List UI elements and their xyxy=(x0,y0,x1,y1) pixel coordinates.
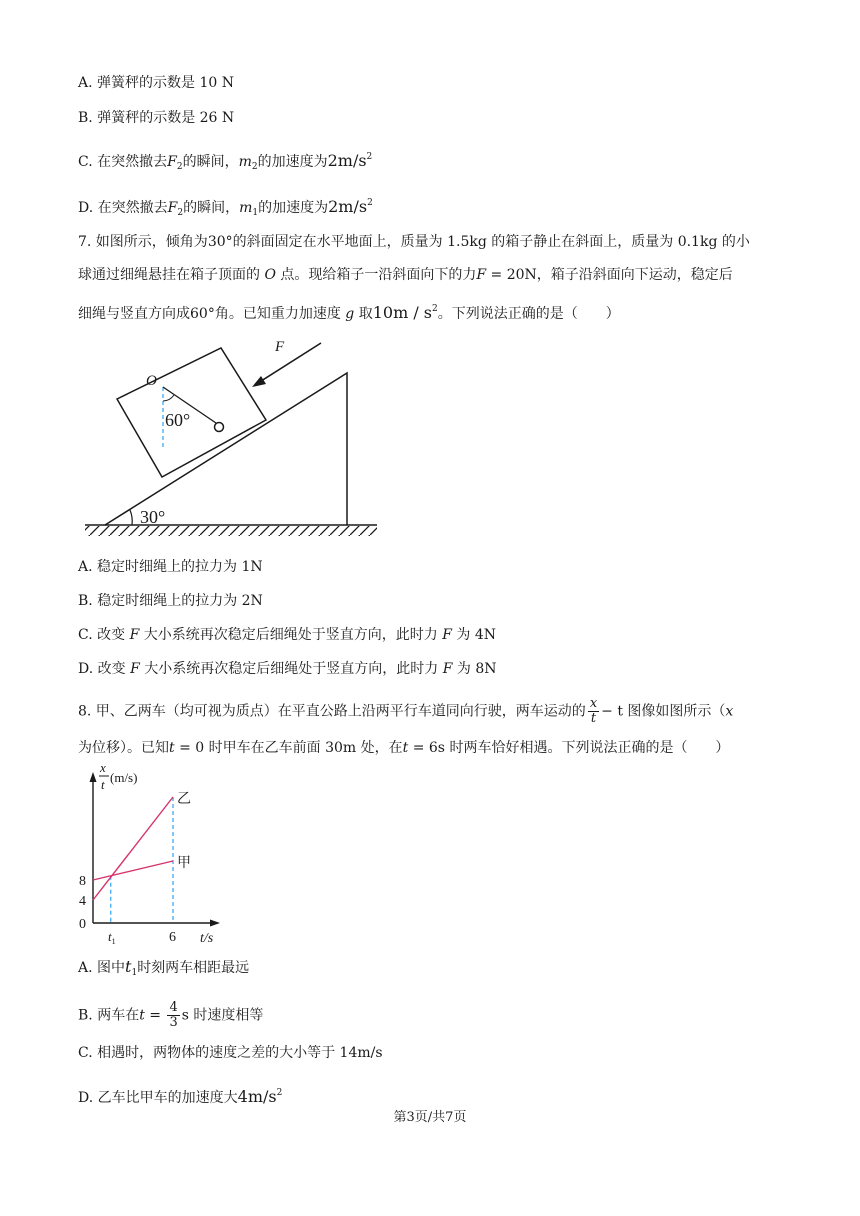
force-arrowhead xyxy=(252,376,266,387)
point-o-label: O xyxy=(146,373,157,389)
option-b-prev: B. 弹簧秤的示数是 26 N xyxy=(78,110,235,126)
q7-stem-line3: 细绳与竖直方向成60°角。已知重力加速度 g 取$10m / s^2$。下列说法正确的是（ ） xyxy=(78,303,620,322)
q8-option-b: B. 两车在t = $\frac{4}{3}$ s 时速度相等 xyxy=(78,1000,264,1030)
incline-angle-label: 30° xyxy=(140,507,166,527)
incline-angle-arc xyxy=(130,510,132,525)
q8-option-d: D. 乙车比甲车的加速度大$4m/s^2$ xyxy=(78,1087,283,1106)
ground-hatch xyxy=(85,526,377,536)
q8-option-c: C. 相遇时，两物体的速度之差的大小等于 14m/s xyxy=(78,1045,383,1061)
series-line-0 xyxy=(93,797,173,900)
y-label-den: t xyxy=(101,777,105,792)
q7-option-d: D. 改变 F 大小系统再次稳定后细绳处于竖直方向，此时力 F 为 8N xyxy=(78,661,497,677)
x-axis-arrowhead xyxy=(210,920,220,927)
ball xyxy=(215,423,224,432)
option-d-prev: D. 在突然撤去$F_2$的瞬间，$m_1$的加速度为$2m/s^2$ xyxy=(78,197,373,218)
y-axis-arrowhead xyxy=(90,772,97,782)
x-axis-label: t/s xyxy=(200,931,214,946)
option-c-prev: C. 在突然撤去$F_2$的瞬间，$m_2$的加速度为$2m/s^2$ xyxy=(78,151,373,172)
q7-stem-line2: 球通过细绳悬挂在箱子顶面的 O 点。现给箱子一沿斜面向下的力F = 20N，箱子沿斜面向下运动，稳定后 xyxy=(78,267,733,283)
q8-stem-line2: 为位移）。已知t = 0 时甲车在乙车前面 30m 处，在t = 6s 时两车恰好相遇。下列说法正确的是（ ） xyxy=(78,740,730,756)
series-label-0: 乙 xyxy=(177,792,191,807)
q7-option-b: B. 稳定时细绳上的拉力为 2N xyxy=(78,593,263,609)
four-thirds-fraction: $\frac{4}{3}$ xyxy=(169,1000,178,1030)
force-arrow xyxy=(258,343,321,383)
q7-option-c: C. 改变 F 大小系统再次稳定后细绳处于竖直方向，此时力 F 为 4N xyxy=(78,627,496,643)
q7-stem-line1: 7. 如图所示，倾角为30°的斜面固定在水平地面上，质量为 1.5kg 的箱子静止在斜面上，质量为 0.1kg 的小 xyxy=(78,234,750,250)
q8-option-a: A. 图中$t_1$时刻两车相距最远 xyxy=(78,957,250,978)
q8-xt-t-chart xyxy=(74,760,234,950)
y-label-unit: (m/s) xyxy=(110,770,138,785)
y-tick-0: 0 xyxy=(79,917,86,932)
option-a-prev: A. 弹簧秤的示数是 10 N xyxy=(78,75,234,91)
force-label: F xyxy=(275,339,285,355)
y-tick-4: 4 xyxy=(79,894,86,909)
box xyxy=(117,348,266,477)
x-over-t-fraction: $\frac{x}{t}$ xyxy=(589,696,598,726)
q8-stem-line1: 8. 甲、乙两车（均可视为质点）在平直公路上沿两平行车道同向行驶，两车运动的 $\frac{x}{t}$ − t 图像如图所示（x xyxy=(78,696,734,726)
q7-option-a: A. 稳定时细绳上的拉力为 1N xyxy=(78,559,263,575)
x-tick-t1: $t_1$ xyxy=(108,929,116,946)
q7-incline-figure xyxy=(80,335,380,545)
series-line-1 xyxy=(93,861,173,880)
page-footer: 第3页/共7页 xyxy=(393,1110,467,1125)
rope-angle-label: 60° xyxy=(165,410,191,430)
y-label-num: x xyxy=(100,760,106,775)
series-label-1: 甲 xyxy=(177,856,191,871)
y-tick-8: 8 xyxy=(79,874,86,889)
x-tick-6: 6 xyxy=(169,930,176,945)
